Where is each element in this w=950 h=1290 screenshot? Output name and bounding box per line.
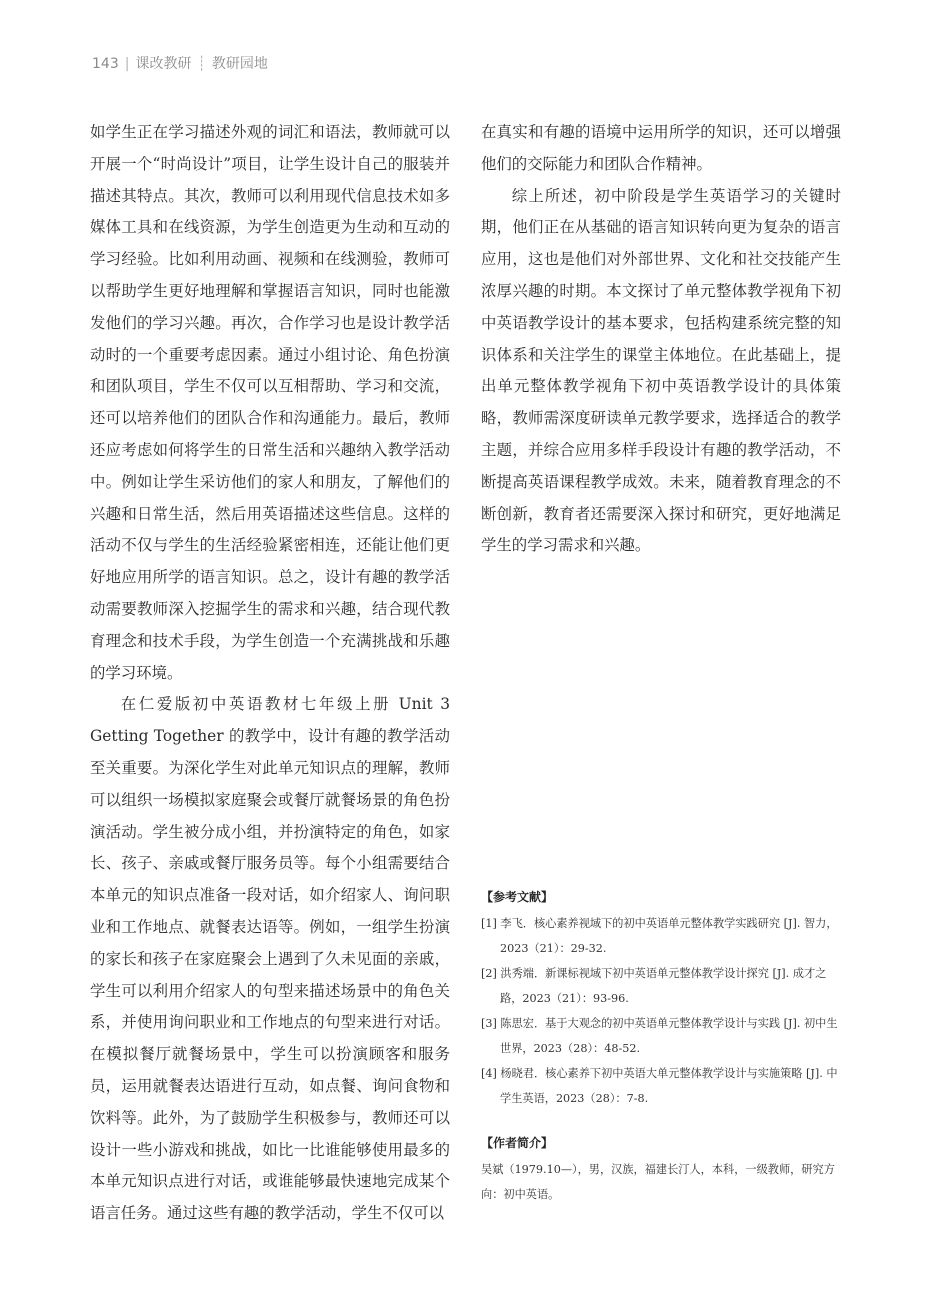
author-heading: 【作者简介】	[481, 1136, 554, 1150]
running-header	[92, 53, 268, 73]
references-section	[481, 885, 841, 1207]
right-column	[481, 117, 841, 562]
author-bio: 吴斌（1979.10—），男，汉族，福建长汀人，本科，一级教师，研究方向：初中英语。	[481, 1163, 835, 1201]
body-paragraph: 在仁爱版初中英语教材七年级上册 Unit 3 Getting Together 的教学中，设计有趣的教学活动至关重要。为深化学生对此单元知识点的理解，教师可以组织一场模拟家庭聚会或餐厅就餐场景的角色扮演活动。学生被分成小组，并扮演特定的角色，如家长、孩子、亲戚或餐厅服务员等。每个小组需要结合本单元的知识点准备一段对话，如介绍家人、询问职业和工作地点、就餐表达语等。例如，一组学生扮演的家长和孩子在家庭聚会上遇到了久未见面的亲戚，学生可以利用介绍家人的句型来描述场景中的角色关系，并使用询问职业和工作地点的句型来进行对话。在模拟餐厅就餐场景中，学生可以扮演顾客和服务员，运用就餐表达语进行互动，如点餐、询问食物和饮料等。此外，为了鼓励学生积极参与，教师还可以设计一些小游戏和挑战，如比一比谁能够使用最多的本单元知识点进行对话，或谁能够最快速地完成某个语言任务。通过这些有趣的教学活动，学生不仅可以	[90, 695, 450, 1223]
reference-item: [1] 李飞．核心素养视域下的初中英语单元整体教学实践研究 [J]. 智力，2023（21）：29-32.	[481, 917, 838, 955]
page-number: 143	[92, 56, 119, 72]
reference-item: [4] 杨晓君．核心素养下初中英语大单元整体教学设计与实施策略 [J]. 中学生英语，2023（28）：7-8.	[481, 1067, 838, 1105]
body-paragraph: 在真实和有趣的语境中运用所学的知识，还可以增强他们的交际能力和团队合作精神。	[481, 123, 841, 173]
header-divider-dotted: ┊	[197, 56, 206, 72]
left-column	[90, 117, 450, 1230]
reference-item: [2] 洪秀端．新课标视域下初中英语单元整体教学设计探究 [J]. 成才之路，2023（21）：93-96.	[481, 967, 827, 1005]
section-name: 课改教研	[135, 56, 192, 72]
conclusion-paragraph: 综上所述，初中阶段是学生英语学习的关键时期，他们正在从基础的语言知识转向更为复杂的语言应用，这也是他们对外部世界、文化和社交技能产生浓厚兴趣的时期。本文探讨了单元整体教学视角下初中英语教学设计的基本要求，包括构建系统完整的知识体系和关注学生的课堂主体地位。在此基础上，提出单元整体教学视角下初中英语教学设计的具体策略，教师需深度研读单元教学要求，选择适合的教学主题，并综合应用多样手段设计有趣的教学活动，不断提高英语课程教学成效。未来，随着教育理念的不断创新，教育者还需要深入探讨和研究，更好地满足学生的学习需求和兴趣。	[481, 186, 841, 555]
references-heading: 【参考文献】	[481, 890, 554, 904]
subsection-name: 教研园地	[211, 56, 268, 72]
header-divider: |	[124, 56, 130, 72]
body-paragraph: 如学生正在学习描述外观的词汇和语法，教师就可以开展一个“时尚设计”项目，让学生设计自己的服装并描述其特点。其次，教师可以利用现代信息技术如多媒体工具和在线资源，为学生创造更为生动和互动的学习经验。比如利用动画、视频和在线测验，教师可以帮助学生更好地理解和掌握语言知识，同时也能激发他们的学习兴趣。再次，合作学习也是设计教学活动时的一个重要考虑因素。通过小组讨论、角色扮演和团队项目，学生不仅可以互相帮助、学习和交流，还可以培养他们的团队合作和沟通能力。最后，教师还应考虑如何将学生的日常生活和兴趣纳入教学活动中。例如让学生采访他们的家人和朋友，了解他们的兴趣和日常生活，然后用英语描述这些信息。这样的活动不仅与学生的生活经验紧密相连，还能让他们更好地应用所学的语言知识。总之，设计有趣的教学活动需要教师深入挖掘学生的需求和兴趣，结合现代教育理念和技术手段，为学生创造一个充满挑战和乐趣的学习环境。	[90, 123, 450, 682]
reference-item: [3] 陈思宏．基于大观念的初中英语单元整体教学设计与实践 [J]. 初中生世界，2023（28）：48-52.	[481, 1017, 838, 1055]
